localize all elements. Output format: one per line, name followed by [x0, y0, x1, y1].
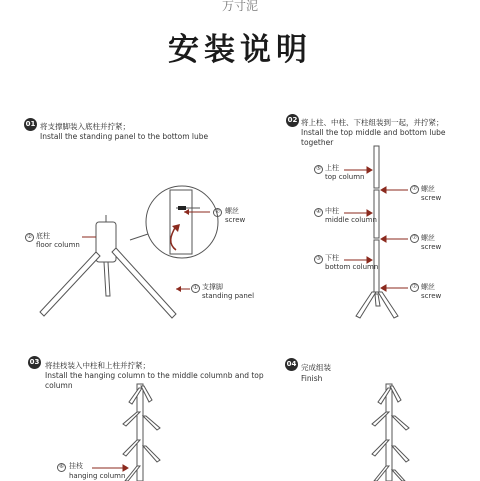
step-2-instruction-en: Install the top middle and bottom lube together: [301, 128, 446, 147]
screw-label-en-2: screw: [421, 243, 442, 251]
top-column-marker: ⑤: [314, 165, 323, 174]
step-3-badge: 03: [28, 356, 41, 369]
bottom-column-label-en: bottom column: [325, 263, 379, 271]
step-1-instruction-zh: 将支撑脚装入底柱并拧紧；: [40, 122, 130, 131]
screw-label-en: screw: [225, 216, 246, 224]
step-1-badge: 01: [24, 118, 37, 131]
screw-label-en-1: screw: [421, 194, 442, 202]
hanging-column-label-en: hanging column: [69, 472, 126, 480]
step-4-instruction-zh: 完成组装: [301, 363, 331, 372]
step-3-diagram: [123, 384, 160, 481]
top-column-label-en: top column: [325, 173, 365, 181]
step-2-instruction-zh: 将上柱、中柱、下柱组装到一起，并拧紧；: [301, 118, 444, 127]
step-2-badge: 02: [286, 114, 299, 127]
hanging-column-marker: ⑥: [57, 463, 66, 472]
screw-label-zh-3: 螺丝: [421, 283, 435, 291]
screw-marker-1: ⑦: [410, 185, 419, 194]
step-4-badge: 04: [285, 358, 298, 371]
step-1-instruction-en: Install the standing panel to the bottom lube: [40, 132, 209, 141]
middle-column-marker: ④: [314, 208, 323, 217]
screw-marker-3: ⑦: [410, 283, 419, 292]
screw-label-zh-2: 螺丝: [421, 234, 435, 242]
standing-panel-label-zh: 支撑脚: [202, 283, 223, 291]
floor-column-label-zh: 底柱: [36, 232, 50, 240]
screw-label-zh-1: 螺丝: [421, 185, 435, 193]
step-4-instruction-en: Finish: [301, 374, 323, 383]
floor-column-label-en: floor column: [36, 241, 80, 249]
step-1-diagram: [40, 186, 218, 318]
brand-name: 万寸泥: [221, 0, 258, 13]
standing-panel-label-en: standing panel: [202, 292, 255, 300]
bottom-column-label-zh: 下柱: [325, 254, 339, 262]
step-3-instruction-en: Install the hanging column to the middle columnb and top column: [45, 371, 264, 390]
screw-label-en-3: screw: [421, 292, 442, 300]
middle-column-label-en: middle column: [325, 216, 377, 224]
bottom-column-marker: ③: [314, 255, 323, 264]
screw-label-zh: 螺丝: [225, 207, 239, 215]
standing-panel-marker: ①: [191, 284, 200, 293]
top-column-label-zh: 上柱: [325, 164, 339, 172]
screw-marker-2: ⑦: [410, 234, 419, 243]
step-2-diagram: [356, 146, 398, 318]
hanging-column-label-zh: 挂枝: [69, 462, 83, 470]
step-4-diagram: [372, 384, 409, 481]
screw-marker: ⑦: [213, 208, 222, 217]
floor-column-marker: ②: [25, 233, 34, 242]
middle-column-label-zh: 中柱: [325, 207, 339, 215]
step-3-instruction-zh: 将挂枝装入中柱和上柱并拧紧；: [45, 361, 150, 370]
page-title: 安装说明: [168, 32, 312, 68]
